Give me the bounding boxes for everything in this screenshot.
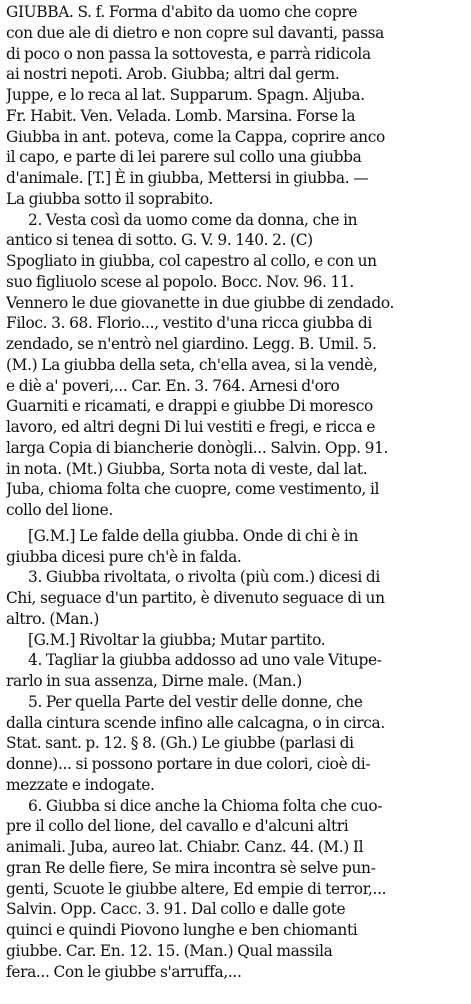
- sense-2-line: 2. Vesta così da uomo come da donna, che in: [28, 210, 358, 229]
- entry-line: animali. Juba, aureo lat. Chiabr. Canz. 44. (M.) Il: [6, 838, 364, 856]
- entry-line: il capo, e parte di lei parere sul collo una giubba: [6, 148, 362, 167]
- gm-note-line: [G.M.] Le falde della giubba. Onde di chi è in: [28, 526, 359, 545]
- entry-line: pre il collo del lione, del cavallo e d'alcuni altri: [6, 817, 349, 836]
- entry-line: dalla cintura scende infino alle calcagna, o in circa.: [6, 713, 385, 732]
- entry-line: giubba dicesi pure ch'è in falda.: [6, 547, 242, 566]
- entry-line: Juppe, e lo reca al lat. Supparum. Spagn. Aljuba.: [6, 86, 365, 104]
- entry-line: Chi, seguace d'un partito, è divenuto seguace di un: [6, 589, 385, 607]
- entry-line: larga Copia di biancherie donògli... Salvin. Opp. 91.: [6, 438, 389, 457]
- entry-line: giubbe. Car. En. 12. 15. (Man.) Qual massila: [6, 941, 333, 960]
- entry-line: Giubba in ant. poteva, come la Cappa, coprire anco: [6, 127, 385, 146]
- entry-line: Spogliato in giubba, col capestro al collo, e con un: [6, 252, 377, 270]
- sense-3-line: 3. Giubba rivoltata, o rivolta (più com.) dicesi di: [28, 568, 380, 587]
- sense-4-line: 4. Tagliar la giubba addosso ad uno vale Vitupe-: [28, 651, 382, 670]
- entry-line: con due ale di dietro e non copre sul davanti, passa: [6, 23, 385, 42]
- entry-line: in nota. (Mt.) Giubba, Sorta nota di veste, dal lat.: [6, 459, 368, 478]
- gm-note-line: [G.M.] Rivoltar la giubba; Mutar partito.: [28, 630, 326, 649]
- entry-line: Fr. Habit. Ven. Velada. Lomb. Marsina. Forse la: [6, 106, 356, 125]
- sense-5-line: 5. Per quella Parte del vestir delle donne, che: [28, 692, 363, 711]
- entry-line: di poco o non passa la sottovesta, e parrà ridicola: [6, 44, 371, 63]
- entry-line: GIUBBA. S. f. Forma d'abito da uomo che copre: [6, 3, 358, 21]
- entry-line: collo del lione.: [6, 501, 113, 519]
- entry-line: (M.) La giubba della seta, ch'ella avea, si la vendè,: [6, 355, 378, 374]
- entry-line: Stat. sant. p. 12. § 8. (Gh.) Le giubbe (parlasi di: [6, 734, 354, 753]
- entry-line: ai nostri nepoti. Arob. Giubba; altri dal germ.: [6, 65, 340, 84]
- entry-line: suo figliuolo scese al popolo. Bocc. Nov. 96. 11.: [6, 272, 354, 291]
- entry-line: lavoro, ed altri degni Di lui vestiti e fregi, e ricca e: [6, 418, 376, 436]
- entry-line: altro. (Man.): [6, 609, 100, 628]
- entry-line: Salvin. Opp. Cacc. 3. 91. Dal collo e dalle gote: [6, 900, 346, 919]
- entry-line: Guarniti e ricamati, e drappi e giubbe Di moresco: [6, 397, 373, 416]
- sense-6-line: 6. Giubba si dice anche la Chioma folta che cuo-: [28, 796, 383, 815]
- entry-line: zendado, se n'entrò nel giardino. Legg. B. Umil. 5.: [6, 335, 377, 353]
- entry-line: Vennero le due giovanette in due giubbe di zendado.: [6, 293, 395, 312]
- entry-line: d'animale. [T.] È in giubba, Mettersi in giubba. —: [6, 169, 369, 187]
- entry-line: Filoc. 3. 68. Florio..., vestito d'una ricca giubba di: [6, 314, 372, 333]
- entry-line: genti, Scuote le giubbe altere, Ed empie di terror,...: [6, 879, 387, 898]
- entry-line: La giubba sotto il soprabito.: [6, 189, 214, 208]
- dictionary-entry-giubba: [6, 2, 466, 982]
- entry-line: mezzate e indogate.: [6, 775, 155, 794]
- entry-line: Juba, chioma folta che cuopre, come vestimento, il: [6, 480, 380, 499]
- entry-line: gran Re delle fiere, Se mira incontra sè selve pun-: [6, 858, 376, 877]
- entry-line: fera... Con le giubbe s'arruffa,...: [6, 962, 242, 981]
- entry-line: e diè a' poveri,... Car. En. 3. 764. Arnesi d'oro: [6, 376, 340, 395]
- entry-line: donne)... si possono portare in due colori, cioè di-: [6, 755, 371, 773]
- entry-line: rarlo in sua assenza, Dirne male. (Man.): [6, 672, 302, 690]
- entry-line: antico si tenea di sotto. G. V. 9. 140. 2. (C): [6, 231, 313, 250]
- entry-line: quinci e quindi Piovono lunghe e ben chiomanti: [6, 921, 358, 939]
